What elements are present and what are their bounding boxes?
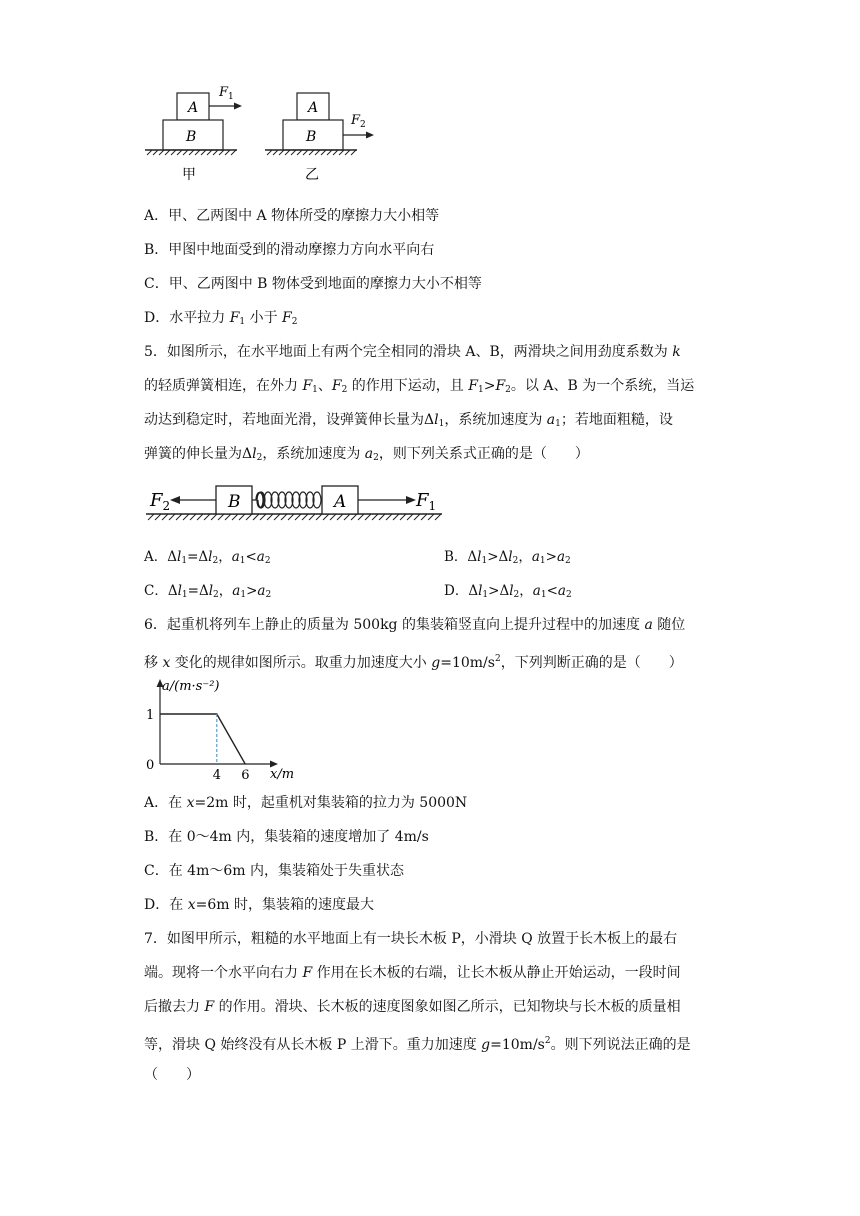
q7-stem-line3: 后撤去力 F 的作用。滑块、长木板的速度图象如图乙所示，已知物块与长木板的质量相 bbox=[144, 999, 681, 1015]
spring-figure bbox=[140, 480, 450, 524]
spring-f2-label: $F_2$ bbox=[150, 490, 171, 513]
q6-stem-line2: 移 x 变化的规律如图所示。取重力加速度大小 $g=10m/s^2$，下列判断正确的是（ ） bbox=[144, 654, 683, 671]
chart-x-label: x/m bbox=[270, 767, 295, 782]
chart-x-tick-label: 4 bbox=[212, 768, 222, 783]
q6-option-a: A．在 x=2m 时，起重机对集装箱的拉力为 5000N bbox=[144, 795, 468, 811]
block-b-yi-label: B bbox=[306, 129, 317, 145]
q7-stem-line4: 等，滑块 Q 始终没有从长木板 P 上滑下。重力加速度 $g=10m/s^2$。则下列说法正确的是 bbox=[144, 1036, 691, 1053]
q4-option-c: C．甲、乙两图中 B 物体受到地面的摩擦力大小不相等 bbox=[144, 276, 482, 292]
spring-f2-arrowhead bbox=[170, 496, 180, 504]
q4-option-a: A．甲、乙两图中 A 物体所受的摩擦力大小相等 bbox=[144, 208, 440, 224]
q6-option-d: D．在 x=6m 时，集装箱的速度最大 bbox=[144, 897, 374, 913]
blocks-figure bbox=[140, 84, 400, 186]
block-a-yi-label: A bbox=[308, 100, 319, 116]
block-b-jia-label: B bbox=[186, 129, 197, 145]
force-f2-label: $F_2$ bbox=[351, 113, 366, 130]
spring-ground-hatch bbox=[148, 514, 441, 520]
spring-f1-arrowhead bbox=[406, 496, 416, 504]
figure-yi bbox=[265, 93, 374, 183]
acceleration-chart bbox=[140, 676, 320, 786]
caption-jia: 甲 bbox=[182, 167, 196, 183]
q5-stem-line4: 弹簧的伸长量为$\Delta l_2$，系统加速度为 $a_2$，则下列关系式正确的是（ ） bbox=[144, 446, 589, 463]
q6-option-b: B．在 0～4m 内，集装箱的速度增加了 4m/s bbox=[144, 829, 429, 845]
chart-y-label: a/(m·s⁻²) bbox=[162, 679, 220, 694]
q4-option-b: B．甲图中地面受到的滑动摩擦力方向水平向右 bbox=[144, 242, 435, 258]
q4-option-d: D．水平拉力 $F_1$ 小于 $F_2$ bbox=[144, 310, 298, 327]
spring-loops bbox=[257, 492, 321, 508]
figure-jia bbox=[145, 85, 242, 183]
chart-y-tick-label: 1 bbox=[146, 708, 155, 723]
q7-stem-line5: （ ） bbox=[144, 1067, 200, 1083]
ground-hatch-yi bbox=[267, 150, 356, 155]
q5-option-a: A．$\Delta l_1=\Delta l_2$，$a_1<a_2$ bbox=[144, 549, 271, 566]
q5-stem-line3: 动达到稳定时，若地面光滑，设弹簧伸长量为$\Delta l_1$，系统加速度为 $a_1$；若地面粗糙，设 bbox=[144, 412, 673, 429]
q7-stem-line1: 7．如图甲所示，粗糙的水平地面上有一块长木板 P，小滑块 Q 放置于长木板上的最右 bbox=[144, 931, 678, 947]
q5-option-d: D．$\Delta l_1>\Delta l_2$，$a_1<a_2$ bbox=[444, 583, 572, 600]
force-f1-arrowhead bbox=[234, 103, 242, 110]
q5-stem-line1: 5．如图所示，在水平地面上有两个完全相同的滑块 A、B，两滑块之间用劲度系数为 k bbox=[144, 344, 681, 360]
caption-yi: 乙 bbox=[305, 167, 319, 183]
spring-block-b-label: B bbox=[228, 492, 241, 512]
q6-option-c: C．在 4m～6m 内，集装箱处于失重状态 bbox=[144, 863, 404, 879]
q5-stem-line2: 的轻质弹簧相连，在外力 $F_1$、$F_2$ 的作用下运动，且 $F_1>F_2$。以 A、B 为一个系统，当运 bbox=[144, 378, 695, 395]
ground-hatch-jia bbox=[147, 150, 236, 155]
chart-series-line bbox=[160, 714, 245, 764]
spring-f1-label: $F_1$ bbox=[416, 490, 437, 513]
force-f1-label: $F_1$ bbox=[219, 85, 234, 102]
spring-block-a-label: A bbox=[334, 492, 347, 512]
q6-stem-line1: 6．起重机将列车上静止的质量为 500kg 的集装箱竖直向上提升过程中的加速度 a 随位 bbox=[144, 617, 686, 633]
block-a-jia-label: A bbox=[188, 100, 199, 116]
q7-stem-line2: 端。现将一个水平向右力 F 作用在长木板的右端，让长木板从静止开始运动，一段时间 bbox=[144, 965, 681, 981]
q5-option-c: C．$\Delta l_1=\Delta l_2$，$a_1>a_2$ bbox=[144, 583, 272, 600]
force-f2-arrowhead bbox=[366, 132, 374, 139]
chart-x-tick-label: 6 bbox=[241, 768, 250, 783]
chart-origin-label: 0 bbox=[146, 758, 155, 773]
q5-option-b: B．$\Delta l_1>\Delta l_2$，$a_1>a_2$ bbox=[444, 549, 571, 566]
